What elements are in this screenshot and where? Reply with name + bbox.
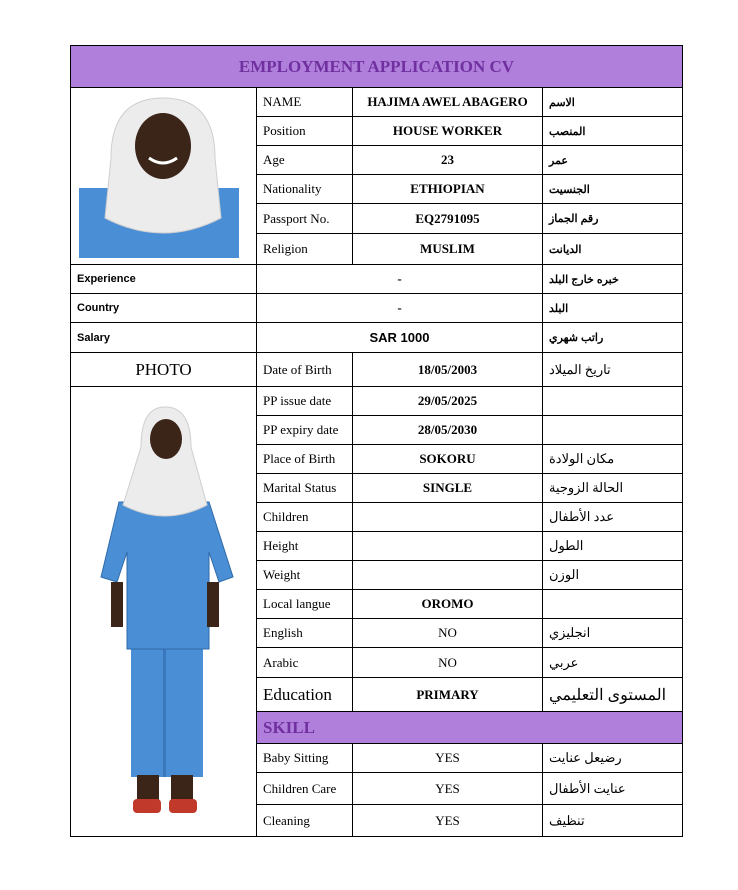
baby-sitting-arabic: رضيعل عنايت [542,743,683,773]
pp-issue-label: PP issue date [256,386,353,416]
local-language-arabic [542,589,683,619]
passport-label: Passport No. [256,203,353,234]
baby-sitting-label: Baby Sitting [256,743,353,773]
headshot-photo [71,88,256,264]
children-care-arabic: عنايت الأطفال [542,772,683,805]
weight-value [352,560,543,590]
experience-label: Experience [70,264,257,294]
nationality-value: ETHIOPIAN [352,174,543,204]
birthplace-arabic: مكان الولادة [542,444,683,474]
pp-issue-value: 29/05/2025 [352,386,543,416]
experience-value: - [256,264,543,294]
marital-status-value: SINGLE [352,473,543,503]
children-arabic: عدد الأطفال [542,502,683,532]
experience-arabic: خبره خارج البلد [542,264,683,294]
height-label: Height [256,531,353,561]
pp-expiry-label: PP expiry date [256,415,353,445]
position-arabic: المنصب [542,116,683,146]
english-arabic: انجليزي [542,618,683,648]
dob-arabic: تاريخ الميلاد [542,352,683,387]
trousers-shape [131,637,203,777]
name-arabic: الاسم [542,87,683,117]
name-value: HAJIMA AWEL ABAGERO [352,87,543,117]
left-sandal-shape [133,799,161,813]
name-label: NAME [256,87,353,117]
cv-title: EMPLOYMENT APPLICATION CV [70,45,683,88]
dob-label: Date of Birth [256,352,353,387]
passport-value: EQ2791095 [352,203,543,234]
full-body-photo [71,387,256,836]
cleaning-label: Cleaning [256,804,353,837]
education-value: PRIMARY [352,677,543,712]
pp-issue-arabic [542,386,683,416]
english-value: NO [352,618,543,648]
height-arabic: الطول [542,531,683,561]
country-arabic: البلد [542,293,683,323]
country-label: Country [70,293,257,323]
position-label: Position [256,116,353,146]
nationality-arabic: الجنسيت [542,174,683,204]
cleaning-arabic: تنظيف [542,804,683,837]
birthplace-value: SOKORU [352,444,543,474]
marital-status-arabic: الحالة الزوجية [542,473,683,503]
arabic-arabic: عربي [542,647,683,678]
baby-sitting-value: YES [352,743,543,773]
skill-header: SKILL [256,711,683,744]
full-body-photo-frame [70,386,257,837]
children-care-value: YES [352,772,543,805]
age-arabic: عمر [542,145,683,175]
headshot-photo-frame [70,87,257,265]
birthplace-label: Place of Birth [256,444,353,474]
cv-sheet [70,45,683,837]
religion-value: MUSLIM [352,233,543,265]
arabic-value: NO [352,647,543,678]
pp-expiry-arabic [542,415,683,445]
pp-expiry-value: 28/05/2030 [352,415,543,445]
salary-arabic: راتب شهري [542,322,683,353]
education-arabic: المستوى التعليمي [542,677,683,712]
passport-arabic: رقم الجماز [542,203,683,234]
position-value: HOUSE WORKER [352,116,543,146]
cleaning-value: YES [352,804,543,837]
salary-label: Salary [70,322,257,353]
religion-label: Religion [256,233,353,265]
children-label: Children [256,502,353,532]
religion-arabic: الديانت [542,233,683,265]
local-language-label: Local langue [256,589,353,619]
right-sandal-shape [169,799,197,813]
country-value: - [256,293,543,323]
height-value [352,531,543,561]
weight-arabic: الوزن [542,560,683,590]
children-value [352,502,543,532]
age-value: 23 [352,145,543,175]
nationality-label: Nationality [256,174,353,204]
english-label: English [256,618,353,648]
salary-value: SAR 1000 [256,322,543,353]
age-label: Age [256,145,353,175]
face-shape [135,113,191,179]
weight-label: Weight [256,560,353,590]
photo-label: PHOTO [70,352,257,387]
local-language-value: OROMO [352,589,543,619]
arabic-label: Arabic [256,647,353,678]
children-care-label: Children Care [256,772,353,805]
dob-value: 18/05/2003 [352,352,543,387]
marital-status-label: Marital Status [256,473,353,503]
education-label: Education [256,677,353,712]
